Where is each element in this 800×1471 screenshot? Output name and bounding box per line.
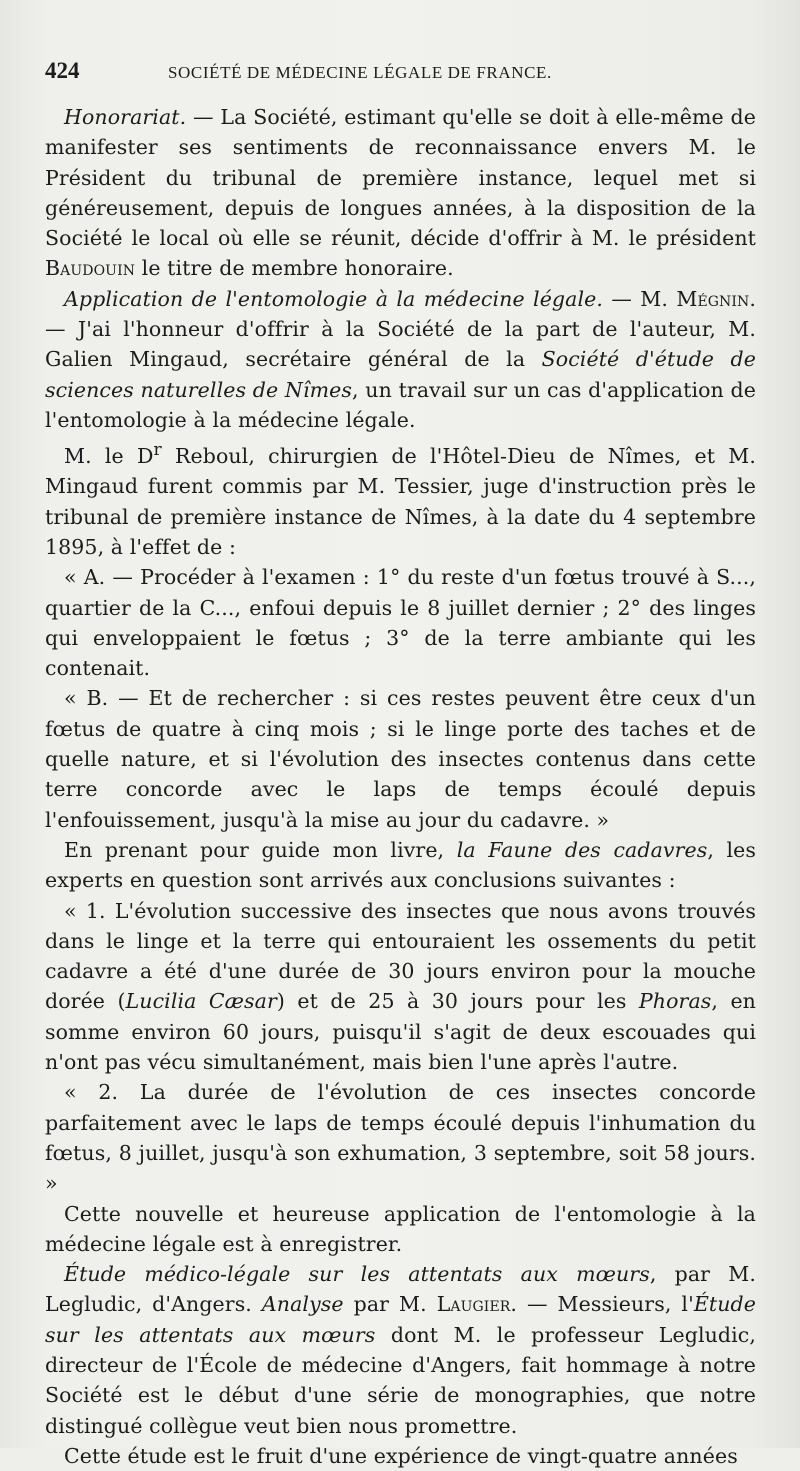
text-span: , un travail sur un cas d'application de l'entomologie à la médecine légale. bbox=[45, 377, 757, 432]
paragraph-fruit bbox=[45, 1441, 756, 1471]
name-laugier: Laugier bbox=[436, 1292, 511, 1317]
text-span: M. le D bbox=[64, 444, 154, 469]
society-name: Société d'étude de sciences naturelles de Nîmes bbox=[45, 347, 756, 402]
text-span: dont M. le professeur Legludic, directeur de l'École de médecine d'Angers, fait hommage à notre Société est le début d'une série de monographies, que notre distingué collègue veut bien nous promettre. bbox=[45, 1322, 756, 1438]
text-span: , en somme environ 60 jours, puisqu'il s'agit de deux escouades qui n'ont pas vécu simultanément, mais bien l'une après l'autre. bbox=[45, 989, 756, 1075]
book-title: la Faune des cadavres bbox=[456, 837, 708, 862]
paragraph-etude bbox=[45, 1259, 756, 1441]
text-span: « A. — Procéder à l'examen : 1° du reste d'un fœtus trouvé à S..., quartier de la C..., enfoui depuis le 8 juillet dernier ; 2° des linges qui enveloppaient le fœtus ; 3° de la terre ambiante qui les contenait. bbox=[45, 565, 756, 681]
text-span: Cette nouvelle et heureuse application de l'entomologie à la médecine légale est à enregistrer. bbox=[45, 1201, 756, 1256]
text-span: , les experts en question sont arrivés aux conclusions suivantes : bbox=[45, 837, 757, 893]
species-lucilia: Lucilia Cæsar bbox=[125, 989, 277, 1014]
superscript: r bbox=[153, 440, 162, 461]
paragraph-conclusion-2 bbox=[45, 1077, 756, 1198]
analyse-label: Analyse bbox=[261, 1292, 344, 1317]
section-lead-honorariat: Honorariat. bbox=[64, 105, 187, 129]
paragraph-conclusion-1 bbox=[45, 896, 756, 1078]
paragraph-quote-a bbox=[45, 562, 756, 683]
text-span: par M. bbox=[343, 1292, 437, 1317]
text-span: En prenant pour guide mon livre, bbox=[64, 837, 457, 862]
text-span: . — J'ai l'honneur d'offrir à la Société de la part de l'auteur, M. Galien Mingaud, secrétaire général de la bbox=[45, 286, 757, 372]
work-title: Étude sur les attentats aux mœurs bbox=[45, 1292, 756, 1347]
text-span: Cette étude est le fruit d'une expérience de vingt-quatre années bbox=[64, 1443, 738, 1468]
text-span: « 2. La durée de l'évolution de ces insectes concorde parfaitement avec le laps de temps écoulé depuis l'inhumation du fœtus, 8 juillet, jusqu'à son exhumation, 3 septembre, soit 58 jours. » bbox=[45, 1080, 756, 1196]
running-title: SOCIÉTÉ DE MÉDECINE LÉGALE DE FRANCE. bbox=[168, 63, 552, 82]
text-span: ) et de 25 à 30 jours pour les bbox=[276, 989, 639, 1014]
section-lead-etude: Étude médico-légale sur les attentats aux mœurs bbox=[64, 1262, 650, 1287]
text-span: . — Messieurs, l' bbox=[510, 1292, 694, 1317]
section-lead-entomologie: Application de l'entomologie à la médecine légale. bbox=[64, 286, 603, 311]
text-span: Reboul, chirurgien de l'Hôtel-Dieu de Nîmes, et M. Mingaud furent commis par M. Tessier, juge d'instruction près le tribunal de première instance de Nîmes, à la date du 4 septembre 1895, à l'effet de : bbox=[45, 444, 756, 559]
page-number: 424 bbox=[45, 58, 80, 83]
text-span: « B. — Et de rechercher : si ces restes peuvent être ceux d'un fœtus de quatre à cinq mois ; si le linge porte des taches et de quelle nature, et si l'évolution des insectes contenus dans cette terre concorde avec le laps de temps écoulé depuis l'enfouissement, jusqu'à la mise au jour du cadavre. » bbox=[45, 686, 756, 832]
name-megnin: Mégnin bbox=[676, 286, 750, 311]
species-phoras: Phoras bbox=[638, 989, 712, 1014]
text-span: — La Société, estimant qu'elle se doit à elle-même de manifester ses sentiments de reconnaissance envers M. le Président du tribunal de première instance, lequel met si généreusement, depuis de longues années, à la disposition de la Société le local où elle se réunit, décide d'offrir à M. le président bbox=[45, 105, 756, 251]
paragraph-guide bbox=[45, 835, 756, 896]
body-text bbox=[45, 102, 756, 1471]
text-span: , par M. Legludic, d'Angers. bbox=[45, 1262, 756, 1317]
text-span: — M. bbox=[603, 286, 677, 311]
paragraph-nouvelle bbox=[45, 1199, 756, 1260]
paragraph-entomologie bbox=[45, 284, 756, 435]
paragraph-quote-b bbox=[45, 683, 756, 834]
paragraph-honorariat bbox=[45, 102, 756, 284]
text-span: le titre de membre honoraire. bbox=[135, 256, 454, 281]
text-span: « 1. L'évolution successive des insectes que nous avons trouvés dans le linge et la terre qui entouraient les ossements du petit cadavre a été d'une durée de 30 jours environ pour la mouche dorée ( bbox=[45, 898, 756, 1014]
name-baudouin: Baudouin bbox=[45, 256, 136, 281]
paragraph-reboul bbox=[45, 435, 756, 562]
running-head bbox=[45, 58, 756, 102]
